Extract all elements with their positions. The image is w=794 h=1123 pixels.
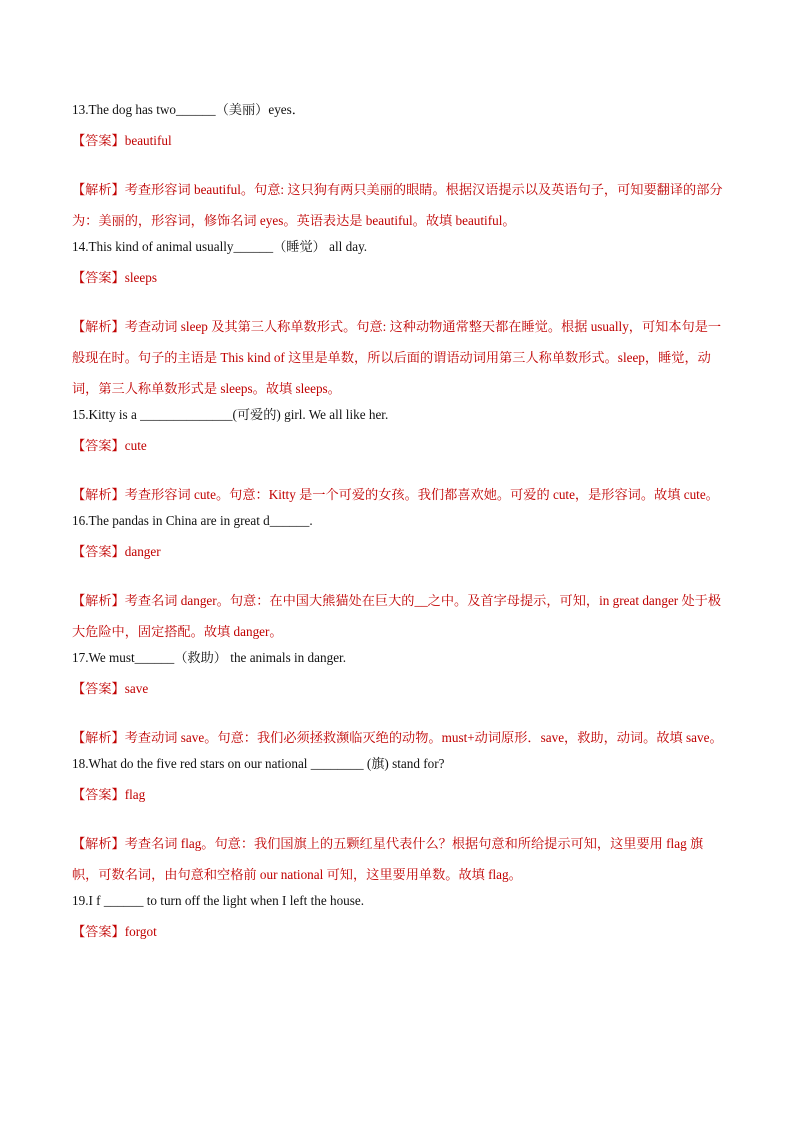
answer-tag: 【答案】 (72, 924, 125, 939)
answer-tag: 【答案】 (72, 787, 125, 802)
answer-text: forgot (124, 924, 157, 939)
question-14 (72, 237, 724, 257)
answer-18 (72, 785, 724, 805)
question-text: 17.We must (72, 650, 135, 665)
answer-text: beautiful (124, 133, 172, 148)
question-text: 15.Kitty is a (72, 407, 141, 422)
answer-13 (72, 131, 724, 151)
question-text: 14.This kind of animal usually (72, 239, 234, 254)
analysis-13 (72, 174, 724, 236)
question-text: （救助） the animals in danger. (174, 650, 347, 665)
question-17 (72, 648, 724, 668)
analysis-text: 考查名词 danger。句意：在中国大熊猫处在巨大的__之中。及首字母提示，可知，in great danger 处于极大危险中，固定搭配。故填 danger。 (72, 593, 722, 639)
answer-tag: 【答案】 (72, 681, 125, 696)
analysis-text: 考查形容词 cute。句意：Kitty 是一个可爱的女孩。我们都喜欢她。可爱的 cute，是形容词。故填 cute。 (124, 487, 719, 502)
answer-blank: ______ (176, 102, 216, 117)
analysis-tag: 【解析】 (72, 182, 125, 197)
question-text: （美丽）eyes． (215, 102, 305, 117)
answer-17 (72, 679, 724, 699)
answer-blank: ______ (233, 239, 274, 254)
analysis-text: 考查名词 flag。句意：我们国旗上的五颗红星代表什么？根据句意和所给提示可知，这里要用 flag 旗帜，可数名词，由句意和空格前 our national 可知，这里要用单数。故填 flag。 (72, 836, 704, 882)
question-16 (72, 511, 724, 531)
question-text: . (309, 513, 313, 528)
question-text: 19.I f (72, 893, 104, 908)
analysis-17 (72, 722, 724, 753)
question-15 (72, 405, 724, 425)
answer-tag: 【答案】 (72, 133, 125, 148)
analysis-14 (72, 311, 724, 404)
question-text: 13.The dog has two (72, 102, 177, 117)
answer-tag: 【答案】 (72, 270, 125, 285)
question-text: （睡觉） all day. (273, 239, 368, 254)
question-19 (72, 891, 724, 911)
answer-tag: 【答案】 (72, 544, 125, 559)
analysis-tag: 【解析】 (72, 593, 125, 608)
answer-16 (72, 542, 724, 562)
analysis-tag: 【解析】 (72, 836, 125, 851)
analysis-tag: 【解析】 (72, 730, 125, 745)
analysis-text: 考查动词 sleep 及其第三人称单数形式。句意: 这种动物通常整天都在睡觉。根据 usually，可知本句是一般现在时。句子的主语是 This kind of 这里是单数，所以后面的谓语动词用第三人称单数形式。sleep，睡觉，动词，第三人称单数形式是 sleeps。故填 sleeps。 (72, 319, 722, 396)
answer-blank: ______ (103, 893, 144, 908)
answer-text: sleeps (124, 270, 157, 285)
answer-blank: ________ (310, 756, 364, 771)
question-text: 16.The pandas in China are in great d (72, 513, 270, 528)
answer-text: cute (124, 438, 147, 453)
answer-blank: ______ (269, 513, 310, 528)
question-text: to turn off the light when I left the house. (143, 893, 365, 908)
analysis-tag: 【解析】 (72, 487, 125, 502)
analysis-16 (72, 585, 724, 647)
document-page (72, 100, 724, 942)
analysis-18 (72, 828, 724, 890)
analysis-text: 考查动词 save。句意：我们必须拯救濒临灭绝的动物。must+动词原形．save，救助，动词。故填 save。 (124, 730, 723, 745)
question-13 (72, 100, 724, 120)
answer-tag: 【答案】 (72, 438, 125, 453)
answer-15 (72, 436, 724, 456)
question-text: (旗) stand for? (363, 756, 445, 771)
question-18 (72, 754, 724, 774)
answer-text: danger (124, 544, 161, 559)
answer-19 (72, 922, 724, 942)
question-text: (可爱的) girl. We all like her. (232, 407, 389, 422)
answer-14 (72, 268, 724, 288)
question-text: 18.What do the five red stars on our national (72, 756, 311, 771)
answer-blank: ______ (134, 650, 175, 665)
analysis-text: 考查形容词 beautiful。句意: 这只狗有两只美丽的眼睛。根据汉语提示以及英语句子，可知要翻译的部分为：美丽的，形容词，修饰名词 eyes。英语表达是 beautiful。故填 beautiful。 (72, 182, 723, 228)
answer-blank: ______________ (140, 407, 233, 422)
analysis-15 (72, 479, 724, 510)
answer-text: save (124, 681, 149, 696)
analysis-tag: 【解析】 (72, 319, 125, 334)
answer-text: flag (124, 787, 146, 802)
